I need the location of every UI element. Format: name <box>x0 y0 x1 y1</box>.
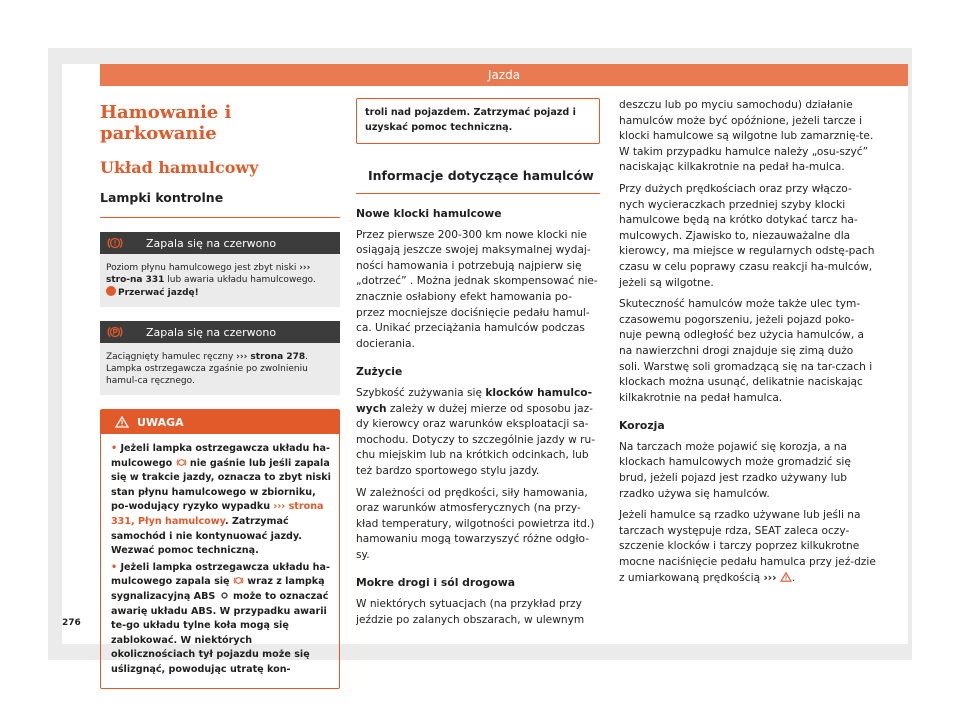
paragraph: Skuteczność hamulców może także ulec tym-czasowemu pogorszeniu, jeżeli pojazd poko-nuje pewną odległość bez użycia hamulców, a na nawierzchni drogi znajduje się zimą dużo soli. Warstwę soli gromadzącą się na tar-czach i klockach można usunąć, delikatnie naciskając kilkakrotnie na pedał hamulca. <box>619 298 873 404</box>
paragraph: W zależności od prędkości, siły hamowania, oraz warunków atmosferycznych (na przy-kład temperatury, wilgotności powietrza itd.) hamowaniu mogą towarzyszyć różne odgło-sy. <box>356 486 595 561</box>
stop-instruction: Przerwać jazdę! <box>118 288 199 298</box>
warning-bullet: • Jeżeli lampka ostrzegawcza układu ha-mulcowego zapala się wraz z lampką sygnalizacyjną ABS może to oznaczać awarię układu ABS. W przypadku awarii te-go układu tylne koła mogą się zablokować. W niektórych okolicznościach tył pojazdu może się uślizgnąć, powodując utratę kon- <box>111 561 330 675</box>
lamps-heading: Lampki kontrolne <box>100 190 340 218</box>
page-reference-link[interactable]: strona 278 <box>247 352 306 362</box>
page-reference-link[interactable]: stro-na 331 <box>106 275 165 285</box>
subheading-wear: Zużycie <box>356 365 403 379</box>
lamp-description: Zaciągnięty hamulec ręczny ››› strona 278. Lampka ostrzegawcza zgaśnie po zwolnieniu hamul-ca ręcznego. <box>106 352 308 386</box>
warning-box-continued: troli nad pojazdem. Zatrzymać pojazd i uzyskać pomoc techniczną. <box>356 98 600 144</box>
brake-warning-icon <box>100 236 130 250</box>
abs-icon <box>219 591 230 600</box>
column-right <box>619 98 877 586</box>
lamp-header <box>100 232 340 254</box>
warning-triangle-icon <box>115 416 129 428</box>
page-number: 276 <box>62 618 81 628</box>
subheading-new-pads: Nowe klocki hamulcowe <box>356 207 502 220</box>
page-reference-link[interactable]: ››› strona 331, Płyn hamulcowy <box>111 501 324 527</box>
section-header: Jazda <box>100 64 908 86</box>
page-title: Hamowanie i parkowanie <box>100 102 232 144</box>
warning-triangle-icon <box>780 572 792 582</box>
section-title: Układ hamulcowy <box>100 158 259 177</box>
lamp-header <box>100 321 340 343</box>
warning-text <box>101 434 339 688</box>
lamp-box-parking-brake <box>100 321 340 395</box>
warning-box <box>100 409 340 689</box>
brake-warning-icon <box>176 458 187 467</box>
paragraph: W niektórych sytuacjach (na przykład przy jeździe po zalanych obszarach, w ulewnym <box>356 598 585 626</box>
warning-bullet: • Jeżeli lampka ostrzegawcza układu ha-mulcowego nie gaśnie lub jeśli zapala się w trakcie jazdy, oznacza to zbyt niski stan płynu hamulcowego w zbiorniku, po-wodujący ryzyko wypadku ››› strona 331, Płyn hamulcowy. Zatrzymać samochód i nie kontynuować jazdy. Wezwać pomoc techniczną. <box>111 443 331 557</box>
paragraph: deszczu lub po myciu samochodu) działanie hamulców może być opóźnione, jeżeli tarcze i klocki hamulcowe są wilgotne lub zamarznię-te. W takim przypadku hamulce należy „osu-szyć” naciskając kilkakrotnie na pedał ha-mulca. <box>619 99 874 174</box>
warning-title: UWAGA <box>137 415 184 429</box>
info-heading: Informacje dotyczące hamulców <box>356 168 600 194</box>
paragraph: Przez pierwsze 200-300 km nowe klocki nie osiągają jeszcze swojej maksymalnej wydaj-ności hamowania i potrzebują najpierw się „dotrzeć” . Można jednak skompensować nie-znacznie osłabiony efekt hamowania po-przez mocniejsze dociśnięcie pedału hamul-ca. Unikać przeciążania hamulców podczas docierania. <box>356 228 598 350</box>
column-left <box>100 98 340 689</box>
lamp-description: Poziom płynu hamulcowego jest zbyt niski ››› stro-na 331 lub awaria układu hamulcowego. Przerwać jazdę! <box>106 263 316 298</box>
parking-brake-icon <box>100 325 130 339</box>
paragraph: Przy dużych prędkościach oraz przy włączo-nych wycieraczkach przedniej szyby klocki hamulcowe będą na krótko dotykać tarcz ha-mulcowych. Zjawisko to, niezauważalne dla kierowcy, ma miejsce w regularnych odstę-pach czasu w celu poprawy czasu reakcji ha-mulców, jeżeli są wilgotne. <box>619 182 875 289</box>
column-middle <box>356 98 600 628</box>
lamp-title: Zapala się na czerwono <box>146 236 277 250</box>
subheading-corrosion: Korozja <box>619 419 665 433</box>
subheading-wet-roads: Mokre drogi i sól drogowa <box>356 576 516 590</box>
warning-reference-link[interactable]: ››› <box>763 571 777 584</box>
paragraph: Na tarczach może pojawić się korozja, a na klockach hamulcowych może gromadzić się brud, jeżeli pojazd jest rzadko używany lub rzadko używa się hamulców. <box>619 440 851 500</box>
paragraph: Jeżeli hamulce są rzadko używane lub jeśli na tarczach występuje rdza, SEAT zaleca oczy-szczenie klocków i tarczy poprzez kilkukrotne mocne naciśnięcie pedału hamulca przy jeź-dzie z umiarkowaną prędkością ››› . <box>619 509 876 584</box>
lamp-title: Zapala się na czerwono <box>146 325 277 339</box>
stop-icon <box>106 286 116 296</box>
paragraph: Szybkość zużywania się klocków hamulco-wych zależy w dużej mierze od sposobu jaz-dy kierowcy oraz warunków eksploatacji sa-mochodu. Dotyczy to szczególnie jazdy w ru-chu miejskim lub na krótkich odcinkach, lub też bardzo sportowego stylu jazdy. <box>356 386 596 477</box>
warning-header <box>101 410 339 434</box>
brake-warning-icon <box>233 576 244 585</box>
lamp-box-brake-fluid <box>100 232 340 307</box>
